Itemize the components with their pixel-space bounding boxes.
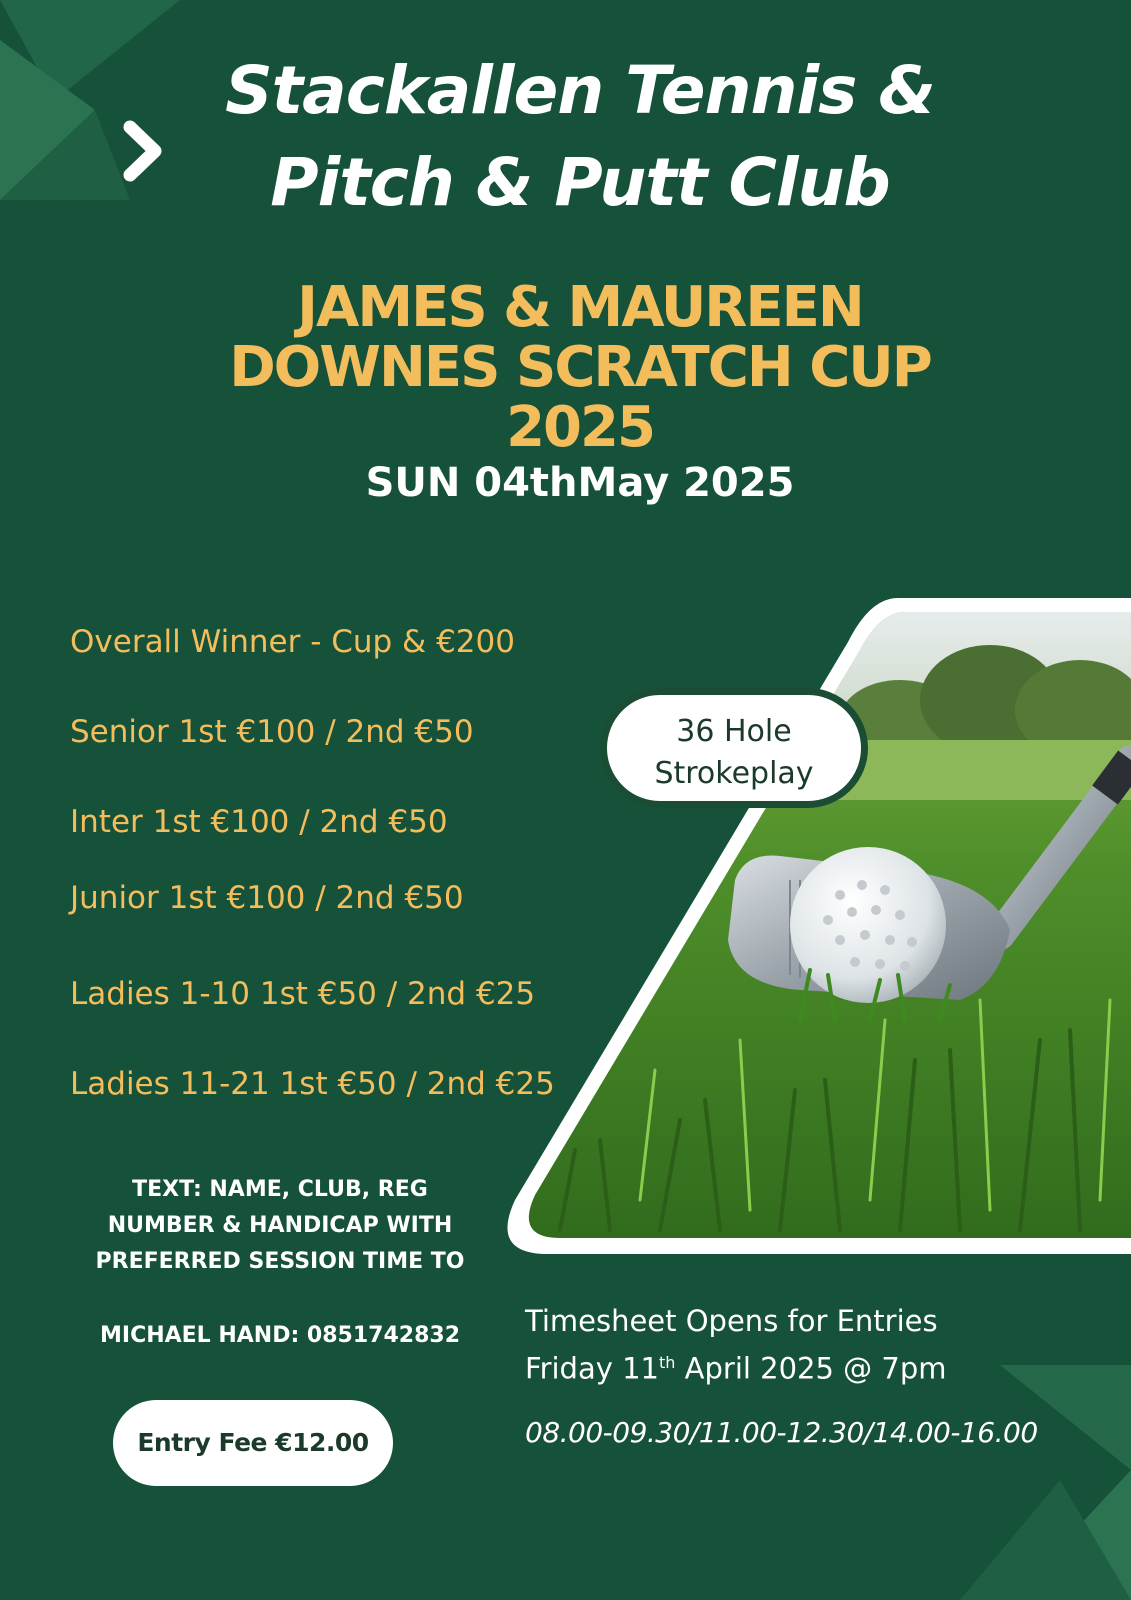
timesheet-date-rest: April 2025 @ 7pm [675,1351,947,1386]
format-badge-line1: 36 Hole [676,714,792,749]
prize-inter: Inter 1st €100 / 2nd €50 [70,804,448,840]
format-badge [600,688,868,808]
entry-instructions-line2: NUMBER & HANDICAP WITH [107,1213,453,1238]
entry-instructions-line3: PREFERRED SESSION TIME TO [95,1249,465,1274]
timesheet-date-suffix: th [659,1353,676,1372]
session-times: 08.00-09.30/11.00-12.30/14.00-16.00 [525,1416,1038,1449]
event-title-line2: DOWNES SCRATCH CUP [229,335,931,400]
timesheet-date-prefix: Friday 11 [525,1351,660,1386]
contact-phone: MICHAEL HAND: 0851742832 [99,1323,460,1348]
entry-fee-badge: Entry Fee €12.00 [113,1400,393,1486]
prize-ladies-1-10: Ladies 1-10 1st €50 / 2nd €25 [70,976,536,1012]
event-title-line1: JAMES & MAUREEN [297,275,863,340]
format-badge-line2: Strokeplay [654,756,814,791]
entry-instructions-line1: TEXT: NAME, CLUB, REG [132,1177,428,1202]
club-name-line1: Stackallen Tennis & [225,52,935,129]
event-date: SUN 04thMay 2025 [365,460,795,506]
prize-ladies-11-21: Ladies 11-21 1st €50 / 2nd €25 [70,1066,555,1102]
timesheet-info [525,1300,947,1390]
prize-overall: Overall Winner - Cup & €200 [70,624,515,660]
prize-junior: Junior 1st €100 / 2nd €50 [70,880,464,916]
entry-instructions [60,1172,500,1280]
prize-senior: Senior 1st €100 / 2nd €50 [70,714,474,750]
event-title-line3: 2025 [506,395,654,460]
timesheet-line1: Timesheet Opens for Entries [525,1304,938,1338]
timesheet-line2 [525,1342,947,1390]
club-name-line2: Pitch & Putt Club [270,144,890,221]
